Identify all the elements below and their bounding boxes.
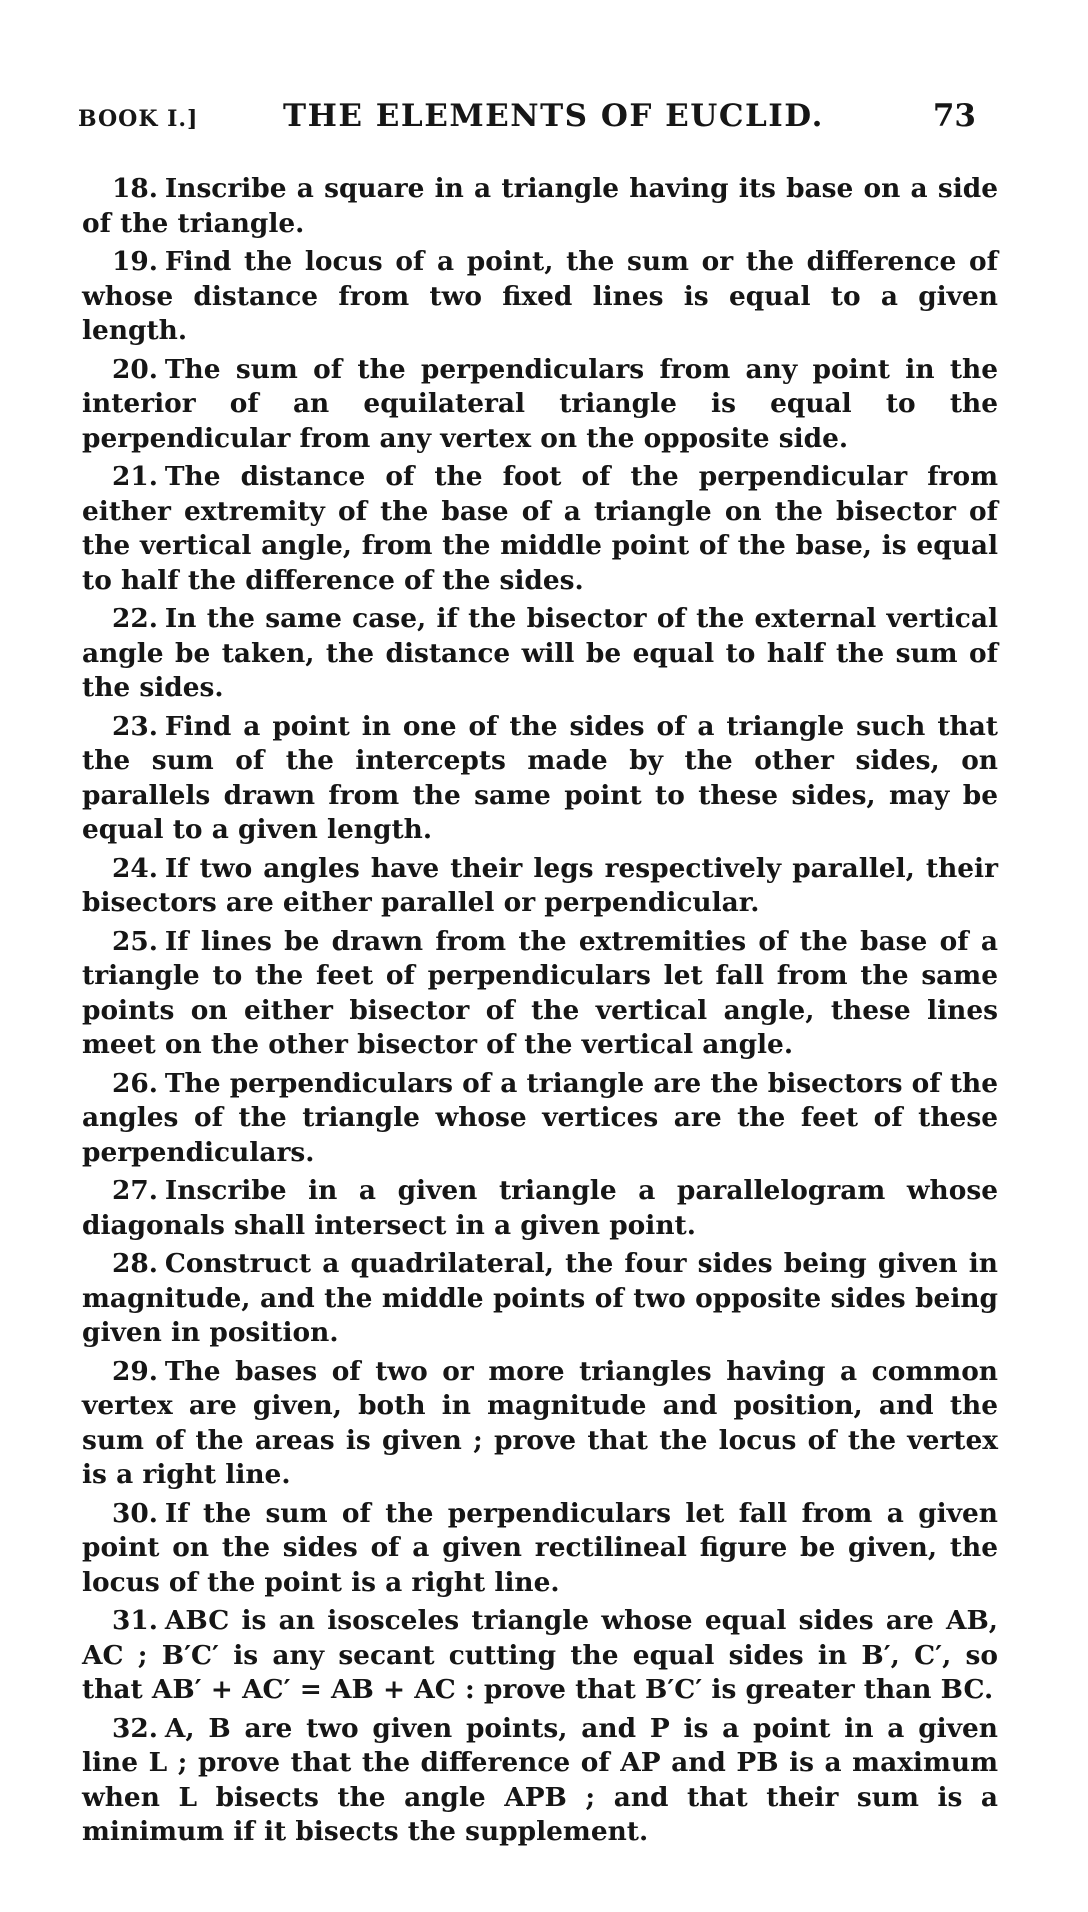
exercise-number: 26.	[112, 1067, 158, 1099]
exercise-text: The bases of two or more triangles having a common vertex are given, both in magnitude and position, and the sum of the areas is given ; prove that the locus of the vertex is a right line.	[82, 1355, 998, 1490]
exercise-text: If the sum of the perpendiculars let fall from a given point on the sides of a given rectilineal figure be given, the locus of the point is a right line.	[82, 1497, 998, 1598]
exercise-25	[82, 925, 998, 1063]
exercise-20	[82, 353, 998, 457]
exercise-text: In the same case, if the bisector of the external vertical angle be taken, the distance will be equal to half the sum of the sides.	[82, 603, 998, 703]
exercise-text: The distance of the foot of the perpendicular from either extremity of the base of a triangle on the bisector of the vertical angle, from the middle point of the base, is equal to half the difference of the sides.	[82, 461, 998, 596]
exercise-text: If two angles have their legs respectively parallel, their bisectors are either parallel or perpendicular.	[82, 852, 998, 918]
exercise-number: 22.	[112, 603, 158, 634]
exercise-27	[82, 1174, 998, 1243]
exercise-21	[82, 460, 998, 598]
page-title: THE ELEMENTS OF EUCLID.	[283, 98, 824, 134]
exercise-text: ABC is an isosceles triangle whose equal sides are AB, AC ; B′C′ is any secant cutting the equal sides in B′, C′, so that AB′ + AC′ = AB + AC : prove that B′C′ is greater than BC.	[82, 1605, 998, 1705]
exercise-28	[82, 1247, 998, 1351]
exercise-26	[82, 1067, 998, 1171]
exercise-text: If lines be drawn from the extremities of the base of a triangle to the feet of perpendiculars let fall from the same points on either bisector of the vertical angle, these lines meet on the other bisector of the vertical angle.	[82, 925, 998, 1060]
exercise-number: 21.	[112, 461, 158, 492]
exercise-text: Inscribe a square in a triangle having its base on a side of the triangle.	[82, 173, 998, 239]
exercise-24	[82, 852, 998, 921]
exercise-text: A, B are two given points, and P is a point in a given line L ; prove that the difference of AP and PB is a maximum when L bisects the angle APB ; and that their sum is a minimum if it bisects the supplement.	[82, 1712, 998, 1847]
exercise-number: 24.	[112, 852, 158, 884]
exercise-number: 32.	[112, 1712, 158, 1744]
exercise-number: 23.	[112, 710, 158, 742]
exercise-31	[82, 1604, 998, 1708]
exercise-23	[82, 710, 998, 848]
page-number: 73	[932, 98, 976, 134]
exercise-19	[82, 245, 998, 349]
exercise-22	[82, 602, 998, 706]
exercise-number: 27.	[112, 1175, 158, 1206]
exercise-text: Find a point in one of the sides of a triangle such that the sum of the intercepts made by the other sides, on parallels drawn from the same point to these sides, may be equal to a given length.	[82, 710, 998, 845]
exercise-text: The perpendiculars of a triangle are the bisectors of the angles of the triangle whose vertices are the feet of these perpendiculars.	[82, 1067, 998, 1168]
exercise-list	[82, 172, 998, 1854]
exercise-text: Inscribe in a given triangle a parallelogram whose diagonals shall intersect in a given point.	[82, 1175, 998, 1241]
exercise-number: 19.	[112, 246, 158, 277]
exercise-number: 18.	[112, 173, 158, 204]
exercise-30	[82, 1497, 998, 1601]
exercise-number: 30.	[112, 1497, 158, 1529]
exercise-number: 28.	[112, 1248, 158, 1279]
exercise-18	[82, 172, 998, 241]
exercise-32	[82, 1712, 998, 1850]
book-label: BOOK I.]	[78, 106, 199, 132]
exercise-29	[82, 1355, 998, 1493]
exercise-text: The sum of the perpendiculars from any point in the interior of an equilateral triangle is equal to the perpendicular from any vertex on the opposite side.	[82, 353, 998, 454]
exercise-number: 20.	[112, 353, 158, 385]
exercise-number: 31.	[112, 1605, 158, 1636]
exercise-number: 25.	[112, 925, 158, 957]
exercise-number: 29.	[112, 1355, 158, 1387]
exercise-text: Find the locus of a point, the sum or the difference of whose distance from two fixed lines is equal to a given length.	[82, 246, 998, 346]
exercise-text: Construct a quadrilateral, the four sides being given in magnitude, and the middle points of two opposite sides being given in position.	[82, 1248, 998, 1348]
running-head	[78, 96, 988, 140]
